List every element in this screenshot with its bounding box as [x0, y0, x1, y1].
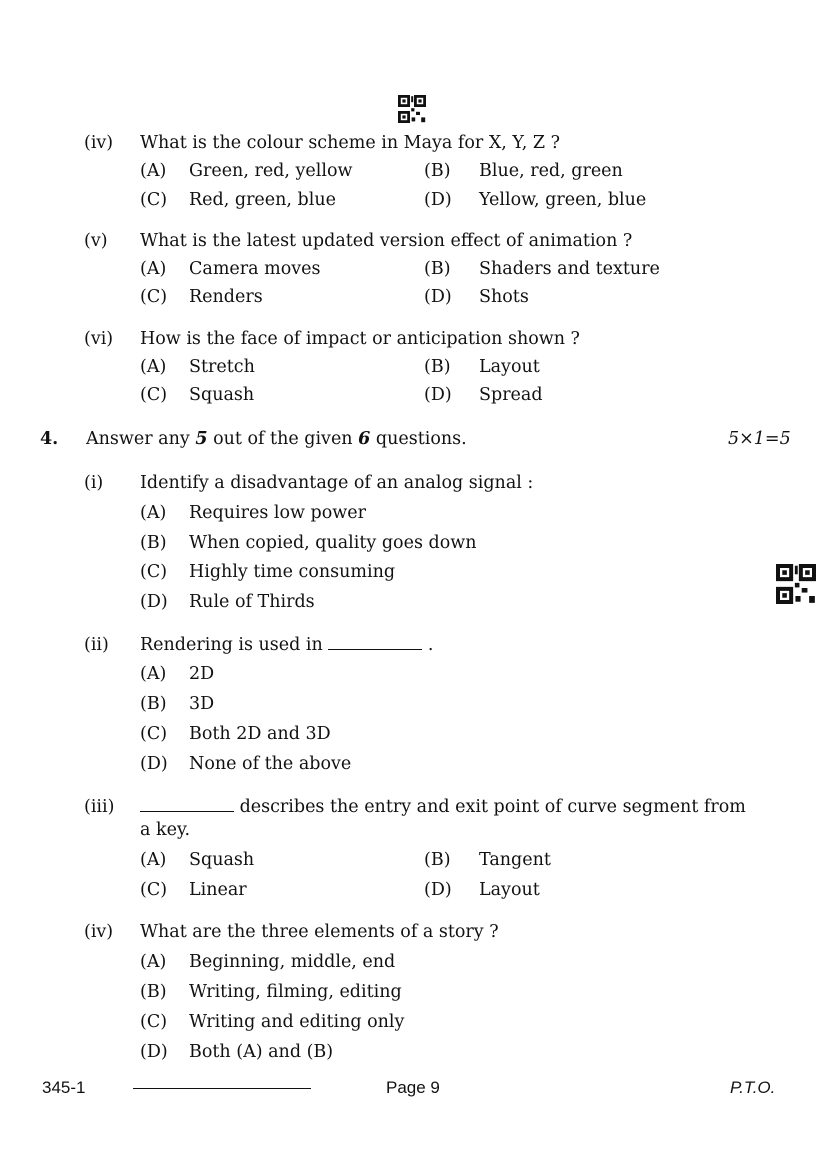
option-label: (B) — [140, 694, 167, 714]
question-text: Identify a disadvantage of an analog signal : — [140, 473, 534, 493]
option-text: Rule of Thirds — [189, 592, 315, 612]
option-text: Red, green, blue — [189, 190, 336, 210]
section-instruction: Answer any 5 out of the given 6 questions. — [86, 429, 467, 449]
option-text: Linear — [189, 880, 247, 900]
question-number: (ii) — [84, 635, 109, 655]
question-number: (vi) — [84, 329, 114, 349]
option-label: (D) — [140, 592, 168, 612]
qr-code-top-icon — [398, 95, 426, 123]
question-text: What are the three elements of a story ? — [140, 922, 499, 942]
page-number: Page 9 — [386, 1078, 440, 1097]
option-text: Spread — [479, 385, 543, 405]
option-label: (D) — [424, 287, 452, 307]
option-text: Shaders and texture — [479, 259, 660, 279]
option-text: Stretch — [189, 357, 255, 377]
question-text: How is the face of impact or anticipation shown ? — [140, 329, 580, 349]
option-label: (C) — [140, 880, 168, 900]
section-marks: 5×1=5 — [728, 429, 791, 449]
option-label: (A) — [140, 952, 167, 972]
question-text-continued: a key. — [140, 820, 191, 840]
option-text: Highly time consuming — [189, 562, 396, 582]
option-label: (D) — [424, 190, 452, 210]
option-text: 2D — [189, 664, 215, 684]
option-label: (B) — [424, 259, 451, 279]
question-text: What is the latest updated version effect of animation ? — [140, 231, 633, 251]
question-number: (iv) — [84, 133, 114, 153]
footer-divider — [133, 1088, 311, 1089]
option-label: (D) — [424, 880, 452, 900]
option-text: 3D — [189, 694, 215, 714]
option-label: (A) — [140, 664, 167, 684]
question-text: describes the entry and exit point of curve segment from — [140, 796, 746, 818]
option-text: Requires low power — [189, 503, 366, 523]
paper-code: 345-1 — [42, 1078, 86, 1097]
option-label: (C) — [140, 1012, 168, 1032]
option-text: Beginning, middle, end — [189, 952, 396, 972]
option-text: Yellow, green, blue — [479, 190, 647, 210]
option-text: Green, red, yellow — [189, 161, 353, 181]
question-number: (i) — [84, 473, 104, 493]
option-text: Blue, red, green — [479, 161, 623, 181]
option-label: (C) — [140, 385, 168, 405]
option-label: (A) — [140, 259, 167, 279]
question-text: Rendering is used in . — [140, 635, 434, 655]
option-label: (B) — [140, 533, 167, 553]
question-number: (iii) — [84, 797, 115, 817]
option-label: (D) — [140, 1042, 168, 1062]
question-text: What is the colour scheme in Maya for X, Y, Z ? — [140, 133, 560, 153]
option-text: Writing and editing only — [189, 1012, 405, 1032]
question-number: (iv) — [84, 922, 114, 942]
option-label: (A) — [140, 357, 167, 377]
option-label: (A) — [140, 503, 167, 523]
option-label: (C) — [140, 287, 168, 307]
option-text: Layout — [479, 357, 540, 377]
option-text: Camera moves — [189, 259, 321, 279]
option-text: None of the above — [189, 754, 352, 774]
option-label: (B) — [140, 982, 167, 1002]
option-label: (A) — [140, 161, 167, 181]
option-text: Shots — [479, 287, 529, 307]
question-number: (v) — [84, 231, 108, 251]
answer-blank — [328, 635, 422, 650]
option-text: Both 2D and 3D — [189, 724, 331, 744]
option-text: When copied, quality goes down — [189, 533, 477, 553]
option-text: Renders — [189, 287, 263, 307]
option-text: Writing, filming, editing — [189, 982, 402, 1002]
option-text: Tangent — [479, 850, 551, 870]
option-label: (B) — [424, 357, 451, 377]
option-label: (D) — [424, 385, 452, 405]
section-number: 4. — [40, 429, 59, 449]
option-label: (B) — [424, 850, 451, 870]
option-label: (C) — [140, 562, 168, 582]
pto-label: P.T.O. — [730, 1078, 776, 1097]
option-label: (C) — [140, 190, 168, 210]
option-text: Layout — [479, 880, 540, 900]
option-text: Both (A) and (B) — [189, 1042, 334, 1062]
option-label: (D) — [140, 754, 168, 774]
option-label: (B) — [424, 161, 451, 181]
option-text: Squash — [189, 385, 255, 405]
option-label: (C) — [140, 724, 168, 744]
option-label: (A) — [140, 850, 167, 870]
option-text: Squash — [189, 850, 255, 870]
qr-code-side-icon — [776, 564, 816, 604]
answer-blank — [140, 797, 234, 812]
